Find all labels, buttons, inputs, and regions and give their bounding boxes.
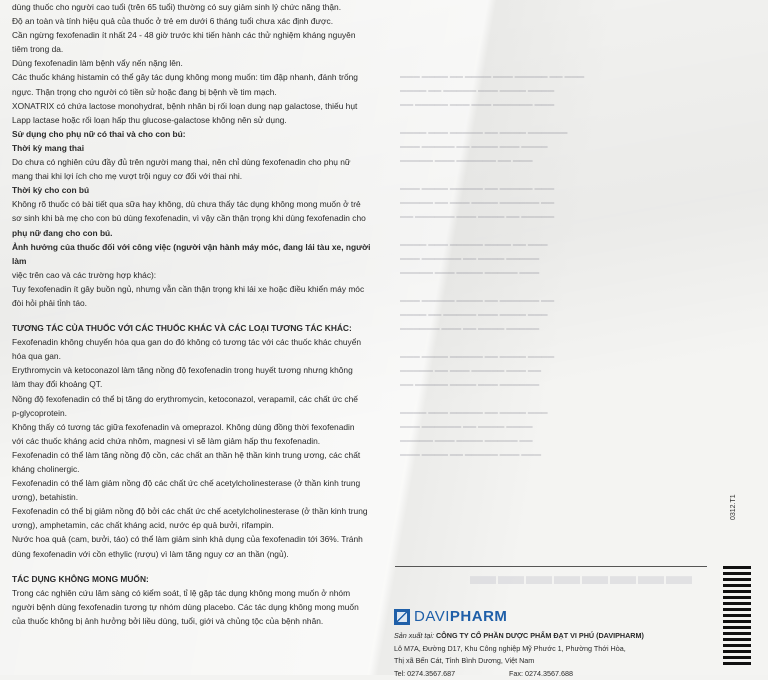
section-gap (12, 561, 384, 572)
leaflet-text-line: dùng thuốc cho người cao tuổi (trên 65 tuổi) thường có suy giảm sinh lý chức năng thận. (12, 0, 384, 14)
leaflet-text-line: Fexofenadin không chuyển hóa qua gan do đó không có tương tác với các thuốc khác chuyển (12, 335, 384, 349)
leaflet-left-column (12, 0, 384, 628)
leaflet-text-line: mang thai khi lợi ích cho mẹ vượt trội nguy cơ đối với thai nhi. (12, 169, 384, 183)
leaflet-text-line: tiêm trong da. (12, 42, 384, 56)
leaflet-text-line: Sử dụng cho phụ nữ có thai và cho con bú: (12, 127, 384, 141)
leaflet-text-line: làm thay đổi khoảng QT. (12, 377, 384, 391)
bleed-through-title: ▬▬▬▬▬▬▬▬ (470, 560, 694, 591)
leaflet-text-line: Không thấy có tương tác giữa fexofenadin và omeprazol. Không dùng đồng thời fexofenadin (12, 420, 384, 434)
leaflet-text-line: Dùng fexofenadin làm bệnh vẩy nến nặng lên. (12, 56, 384, 70)
leaflet-text-line: p-glycoprotein. (12, 406, 384, 420)
leaflet-text-line: kháng cholinergic. (12, 462, 384, 476)
leaflet-text-line: Cần ngừng fexofenadin ít nhất 24 - 48 giờ trước khi tiến hành các thử nghiệm kháng nguyên (12, 28, 384, 42)
logo-mark-icon (394, 609, 410, 625)
leaflet-text-line: TÁC DỤNG KHÔNG MONG MUỐN: (12, 572, 384, 586)
divider-line (395, 566, 707, 567)
manufacturer-label: Sản xuất tại: (394, 631, 434, 640)
leaflet-text-line: ương), amphetamin, các chất kháng acid, nước ép quả bưởi, rifampin. (12, 518, 384, 532)
leaflet-text-line: Trong các nghiên cứu lâm sàng có kiểm soát, tỉ lệ gặp tác dụng không mong muốn ở nhóm (12, 586, 384, 600)
leaflet-text-line: việc trên cao và các trường hợp khác): (12, 268, 384, 282)
leaflet-text-line: Các thuốc kháng histamin có thể gây tác dụng không mong muốn: tim đập nhanh, đánh trống (12, 70, 384, 84)
leaflet-text-line: với các thuốc kháng acid chứa nhôm, magnesi vì sẽ làm giảm hấp thu fexofenadin. (12, 434, 384, 448)
leaflet-text-line: sơ sinh khi bà mẹ cho con bú dùng fexofenadin, vì vậy cần thận trọng khi dùng fexofenadin cho (12, 211, 384, 225)
manufacturer-block (394, 630, 644, 680)
leaflet-text-line: Fexofenadin có thể làm tăng nồng độ cồn, các chất an thần hệ thần kinh trung ương, các chất (12, 448, 384, 462)
leaflet-text-line: ương), betahistin. (12, 490, 384, 504)
leaflet-text-line: phụ nữ đang cho con bú. (12, 226, 384, 240)
bleed-through-text: ▬▬▬ ▬▬▬▬ ▬▬ ▬▬▬▬ ▬▬▬ ▬▬▬▬▬ ▬▬ ▬▬▬ ▬▬▬▬ ▬▬ ▬▬▬▬▬ ▬▬▬ ▬▬▬▬ ▬▬▬▬ ▬▬ ▬▬▬▬▬ ▬▬▬ ▬▬▬ ▬▬▬▬▬▬ ▬▬▬ ▬▬▬▬ ▬▬▬ ▬▬▬▬▬ ▬▬ ▬▬▬▬ ▬▬▬▬▬▬ ▬▬▬ ▬▬▬▬▬ ▬▬ ▬▬▬▬ ▬▬▬ ▬▬▬▬ ▬▬▬▬▬ ▬▬▬ ▬▬▬▬▬▬ ▬▬ ▬▬▬ ▬▬▬ ▬▬▬▬ ▬▬▬▬▬ ▬▬ ▬▬▬▬▬ ▬▬▬ ▬▬▬▬▬ ▬▬ ▬▬▬ ▬▬▬▬ ▬▬▬▬▬▬ ▬▬ ▬▬ ▬▬▬▬▬▬ ▬▬▬ ▬▬▬▬ ▬▬ ▬▬▬▬▬ ▬▬▬▬ ▬▬▬ ▬▬▬▬▬ ▬▬▬▬ ▬▬ ▬▬▬ ▬▬▬ ▬▬▬▬▬▬ ▬▬ ▬▬▬▬ ▬▬▬▬▬ ▬▬▬▬▬ ▬▬▬ ▬▬▬▬ ▬▬▬▬▬ ▬▬▬ ▬▬▬ ▬▬▬▬▬ ▬▬▬▬ ▬▬ ▬▬▬▬▬▬ ▬▬ ▬▬▬▬ ▬▬ ▬▬▬▬▬ ▬▬▬ ▬▬▬▬ ▬▬▬ ▬▬▬▬▬▬ ▬▬▬ ▬▬ ▬▬▬▬ ▬▬▬▬▬ ▬▬▬ ▬▬▬▬ ▬▬▬▬▬ ▬▬ ▬▬▬▬ ▬▬▬▬ ▬▬▬▬▬ ▬▬ ▬▬▬ ▬▬▬▬▬ ▬▬▬ ▬▬ ▬▬ ▬▬▬▬▬ ▬▬▬▬ ▬▬▬ ▬▬▬▬▬▬ ▬▬▬▬ ▬▬▬ ▬▬▬▬▬ ▬▬ ▬▬▬▬ ▬▬▬ ▬▬▬ ▬▬▬▬▬▬ ▬▬ ▬▬▬▬ ▬▬▬▬ ▬▬▬▬▬ ▬▬▬ ▬▬▬▬ ▬▬▬▬▬ ▬▬ ▬▬▬ ▬▬▬▬ ▬▬ ▬▬▬▬▬ ▬▬▬ ▬▬▬ (400, 70, 740, 462)
manufacturer-company: CÔNG TY CỔ PHẦN DƯỢC PHẨM ĐẠT VI PHÚ (DAVIPHARM) (436, 631, 644, 640)
leaflet-text-line: Không rõ thuốc có bài tiết qua sữa hay không, dù chưa thấy tác dụng không mong muốn ở trẻ (12, 197, 384, 211)
leaflet-text-line: Độ an toàn và tính hiệu quả của thuốc ở trẻ em dưới 6 tháng tuổi chưa xác định được. (12, 14, 384, 28)
leaflet-text-line: TƯƠNG TÁC CỦA THUỐC VỚI CÁC THUỐC KHÁC VÀ CÁC LOẠI TƯƠNG TÁC KHÁC: (12, 321, 384, 335)
leaflet-text-line: của thuốc không bị ảnh hưởng bởi liều dùng, tuổi, giới và chủng tộc của bệnh nhân. (12, 614, 384, 628)
print-code: 0312.T1 (730, 494, 737, 520)
manufacturer-address-1: Lô M7A, Đường D17, Khu Công nghiệp Mỹ Phước 1, Phường Thới Hòa, (394, 643, 644, 656)
leaflet-text-line: Do chưa có nghiên cứu đầy đủ trên người mang thai, nên chỉ dùng fexofenadin cho phụ nữ (12, 155, 384, 169)
leaflet-text-line: Nước hoa quả (cam, bưởi, táo) có thể làm giảm sinh khả dụng của fexofenadin tới 36%. Tránh (12, 532, 384, 546)
barcode-icon (723, 566, 751, 668)
leaflet-text-line: XONATRIX có chứa lactose monohydrat, bệnh nhân bị rối loạn dung nạp galactose, thiếu hụt (12, 99, 384, 113)
leaflet-text-line: Erythromycin và ketoconazol làm tăng nồng độ fexofenadin trong huyết tương nhưng không (12, 363, 384, 377)
logo-text-part2: PHARM (450, 608, 508, 625)
manufacturer-tel: Tel: 0274.3567.687 (394, 668, 509, 680)
davipharm-logo (394, 608, 507, 625)
leaflet-text-line: Thời kỳ mang thai (12, 141, 384, 155)
leaflet-text-line: hóa qua gan. (12, 349, 384, 363)
leaflet-text-line: Fexofenadin có thể bị giảm nồng độ bởi các chất ức chế acetylcholinesterase (ở thần kinh trung (12, 504, 384, 518)
manufacturer-fax: Fax: 0274.3567.688 (509, 668, 573, 680)
leaflet-text-line: Nồng độ fexofenadin có thể bị tăng do erythromycin, ketoconazol, verapamil, các chất ức chế (12, 392, 384, 406)
leaflet-text-line: Lapp lactase hoặc rối loạn hấp thu glucose-galactose không nên sử dụng. (12, 113, 384, 127)
logo-wordmark (414, 608, 507, 625)
leaflet-text-line: ngực. Thận trọng cho người có tiền sử hoặc đang bị bệnh về tim mạch. (12, 85, 384, 99)
leaflet-text-line: người bệnh dùng fexofenadin tương tự nhóm dùng placebo. Các tác dụng không mong muốn (12, 600, 384, 614)
leaflet-text-line: Ảnh hưởng của thuốc đối với công việc (người vận hành máy móc, đang lái tàu xe, người làm (12, 240, 384, 268)
logo-text-part1: DAVI (414, 608, 450, 625)
manufacturer-address-2: Thị xã Bến Cát, Tỉnh Bình Dương, Việt Nam (394, 655, 644, 668)
leaflet-text-line: đòi hỏi phải tỉnh táo. (12, 296, 384, 310)
leaflet-text-line: Thời kỳ cho con bú (12, 183, 384, 197)
leaflet-text-line: Tuy fexofenadin ít gây buồn ngủ, nhưng vẫn cần thận trọng khi lái xe hoặc điều khiển máy móc (12, 282, 384, 296)
leaflet-text-line: dùng fexofenadin với cồn ethylic (rượu) vì làm tăng nguy cơ an thần (ngủ). (12, 547, 384, 561)
leaflet-text-line: Fexofenadin có thể làm giảm nồng độ các chất ức chế acetylcholinesterase (ở thần kinh trung (12, 476, 384, 490)
section-gap (12, 310, 384, 321)
